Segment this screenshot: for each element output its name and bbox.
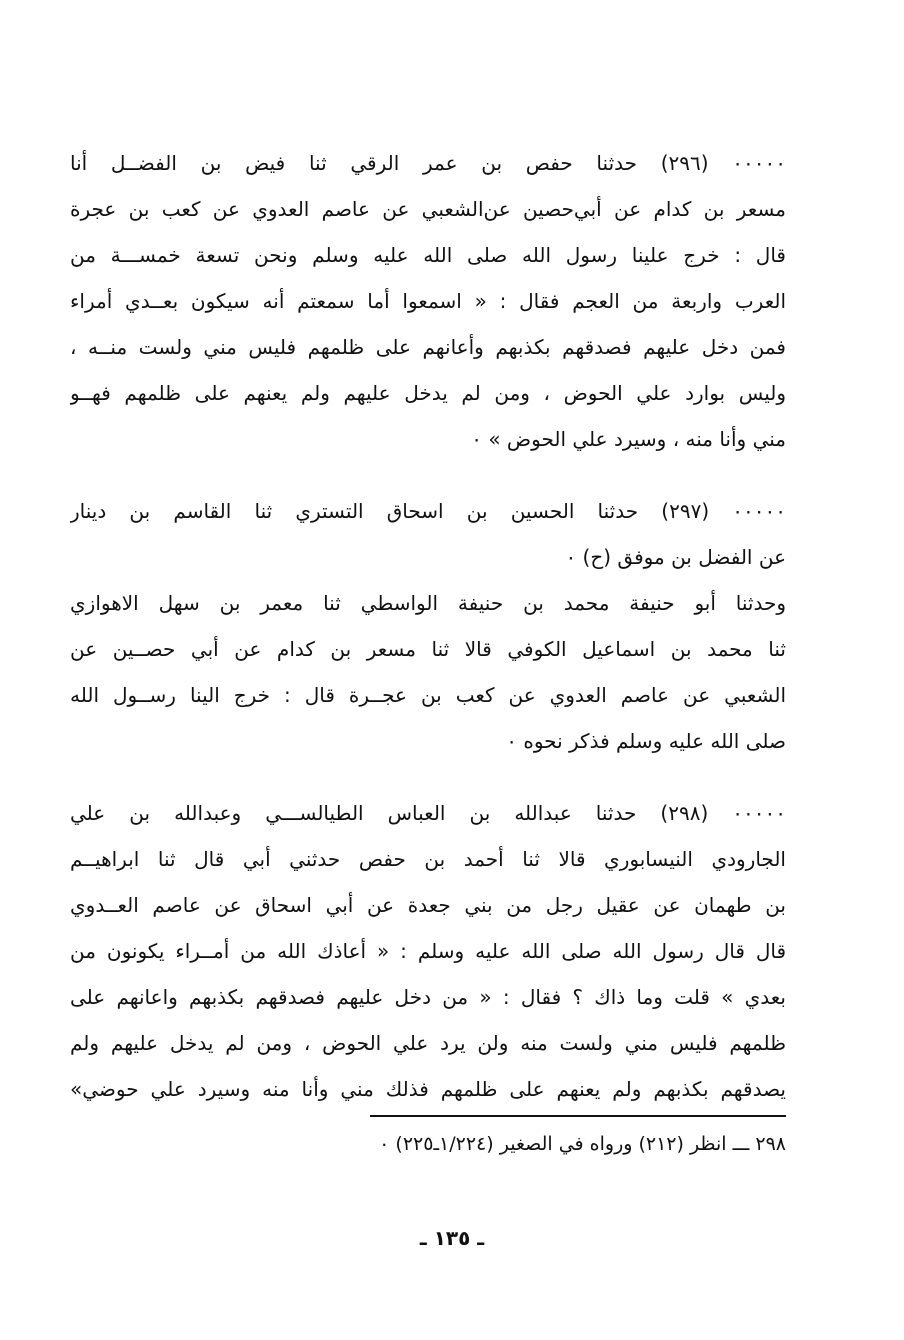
text-line: ٠٠٠٠٠ (٢٩٧) حدثنا الحسين بن اسحاق التستري ثنا القاسم بن دينار (70, 499, 786, 523)
hadith-296-paragraph (70, 140, 786, 462)
text-line: ثنا محمد بن اسماعيل الكوفي قالا ثنا مسعر بن كدام عن أبي حصــين عن (70, 637, 786, 661)
footnote: ٢٩٨ ـــ انظر (٢١٢) ورواه في الصغير (١/٢٢٤ـ٢٢٥) ٠ (379, 1133, 786, 1155)
text-line: عن الفضل بن موفق (ح) ٠ (565, 545, 786, 569)
page-number: ـ ١٣٥ ـ (419, 1226, 485, 1250)
text-line: الشعبي عن عاصم العدوي عن كعب بن عجــرة قال : خرج الينا رســول الله (70, 683, 786, 707)
paragraph-gap (70, 462, 786, 488)
text-line: ٠٠٠٠٠ (٢٩٨) حدثنا عبدالله بن العباس الطيالســـي وعبدالله بن علي (70, 801, 786, 825)
paragraph-gap (70, 764, 786, 790)
text-line: الجارودي النيسابوري قالا ثنا أحمد بن حفص حدثني أبي قال ثنا ابراهيــم (70, 847, 786, 871)
text-line: قال : خرج علينا رسول الله صلى الله عليه وسلم ونحن تسعة خمســـة من (70, 243, 786, 267)
text-line: مسعر بن كدام عن أبي‌حصين عن‌الشعبي عن عاصم العدوي عن كعب بن عجرة (70, 197, 786, 221)
text-line: صلى الله عليه وسلم فذكر نحوه ٠ (506, 729, 786, 753)
hadith-297-paragraph (70, 488, 786, 764)
text-line: فمن دخل عليهم فصدقهم بكذبهم وأعانهم على ظلمهم فليس مني ولست منــه ، (70, 335, 786, 359)
text-line: وحدثنا أبو حنيفة محمد بن حنيفة الواسطي ثنا معمر بن سهل الاهوازي (70, 591, 786, 615)
text-line: يصدقهم بكذبهم ولم يعنهم على ظلمهم فذلك مني وأنا منه وسيرد علي حوضي» (70, 1077, 786, 1101)
text-line: العرب واربعة من العجم فقال : « اسمعوا أما سمعتم أنه سيكون بعــدي أمراء (70, 289, 786, 313)
text-line: بن طهمان عن عقيل رجل من بني جعدة عن أبي اسحاق عن عاصم العــدوي (70, 893, 786, 917)
hadith-298-paragraph (70, 790, 786, 1112)
text-line: وليس بوارد علي الحوض ، ومن لم يدخل عليهم ولم يعنهم على ظلمهم فهــو (70, 381, 786, 405)
text-line: مني وأنا منه ، وسيرد علي الحوض » ٠ (471, 427, 786, 451)
text-line: ٠٠٠٠٠ (٢٩٦) حدثنا حفص بن عمر الرقي ثنا فيض بن الفضــل أنا (70, 151, 786, 175)
footnote-separator (370, 1115, 786, 1117)
text-line: بعدي » قلت وما ذاك ؟ فقال : « من دخل عليهم فصدقهم بكذبهم واعانهم على (70, 985, 786, 1009)
text-line: قال قال رسول الله صلى الله عليه وسلم : « أعاذك الله من أمــراء يكونون من (70, 939, 786, 963)
text-line: ظلمهم فليس مني ولست منه ولن يرد علي الحوض ، ومن لم يدخل عليهم ولم (70, 1031, 786, 1055)
page-body (70, 140, 786, 1112)
